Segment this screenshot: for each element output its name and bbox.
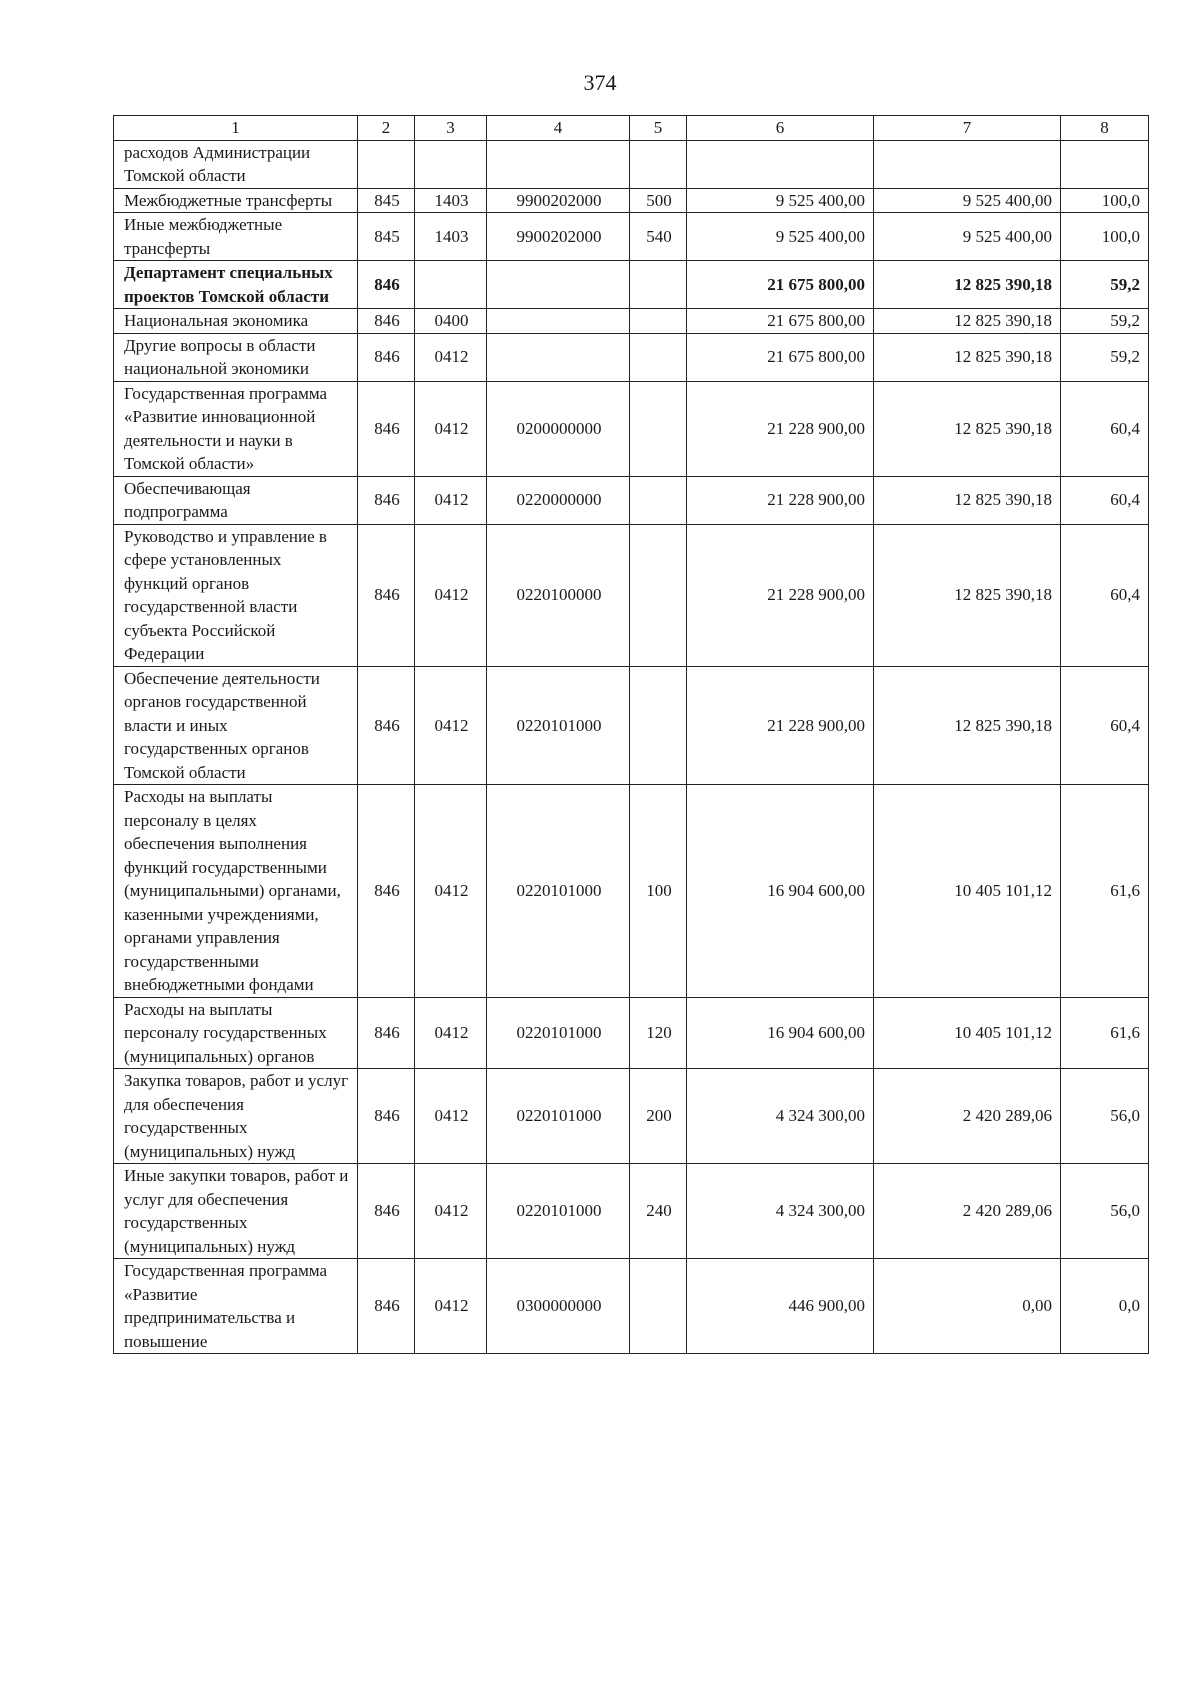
row-percent: 59,2 — [1061, 309, 1149, 334]
table-row — [114, 1069, 1149, 1164]
table-row — [114, 188, 1149, 213]
row-planned: 4 324 300,00 — [687, 1164, 874, 1259]
row-code-section: 0412 — [415, 524, 487, 666]
table-row — [114, 997, 1149, 1069]
header-cell-2: 2 — [358, 116, 415, 141]
header-cell-1: 1 — [114, 116, 358, 141]
row-percent — [1061, 140, 1149, 188]
row-name: Департамент специальных проектов Томской области — [114, 261, 358, 309]
row-code-target: 0220101000 — [487, 997, 630, 1069]
row-name: Закупка товаров, работ и услуг для обеспечения государственных (муниципальных) нужд — [114, 1069, 358, 1164]
row-name: Расходы на выплаты персоналу государственных (муниципальных) органов — [114, 997, 358, 1069]
row-code-expense-type — [630, 381, 687, 476]
row-code-section: 0412 — [415, 666, 487, 785]
row-executed: 2 420 289,06 — [874, 1069, 1061, 1164]
table-row — [114, 1259, 1149, 1354]
row-code-ministry: 845 — [358, 188, 415, 213]
table-row — [114, 213, 1149, 261]
row-code-section: 0412 — [415, 1164, 487, 1259]
row-code-target: 0200000000 — [487, 381, 630, 476]
row-code-section: 1403 — [415, 188, 487, 213]
row-planned: 9 525 400,00 — [687, 213, 874, 261]
row-planned: 21 228 900,00 — [687, 476, 874, 524]
row-code-expense-type — [630, 1259, 687, 1354]
header-cell-6: 6 — [687, 116, 874, 141]
row-code-section — [415, 261, 487, 309]
row-code-expense-type — [630, 666, 687, 785]
row-executed: 12 825 390,18 — [874, 476, 1061, 524]
row-executed: 10 405 101,12 — [874, 785, 1061, 998]
row-code-section: 0400 — [415, 309, 487, 334]
row-name: Межбюджетные трансферты — [114, 188, 358, 213]
row-code-target — [487, 261, 630, 309]
row-code-target: 0220101000 — [487, 1164, 630, 1259]
row-code-section: 0412 — [415, 997, 487, 1069]
row-code-target: 0220101000 — [487, 666, 630, 785]
row-code-expense-type — [630, 140, 687, 188]
header-cell-5: 5 — [630, 116, 687, 141]
row-percent: 59,2 — [1061, 261, 1149, 309]
row-planned: 16 904 600,00 — [687, 785, 874, 998]
row-executed: 12 825 390,18 — [874, 309, 1061, 334]
row-executed: 12 825 390,18 — [874, 524, 1061, 666]
row-planned: 21 228 900,00 — [687, 524, 874, 666]
row-code-expense-type: 100 — [630, 785, 687, 998]
row-code-target: 0220000000 — [487, 476, 630, 524]
row-executed: 10 405 101,12 — [874, 997, 1061, 1069]
row-code-target: 0220101000 — [487, 1069, 630, 1164]
row-name: расходов Администрации Томской области — [114, 140, 358, 188]
row-code-expense-type — [630, 309, 687, 334]
row-code-target: 9900202000 — [487, 213, 630, 261]
row-code-expense-type: 540 — [630, 213, 687, 261]
row-code-target: 0220101000 — [487, 785, 630, 998]
row-code-expense-type: 240 — [630, 1164, 687, 1259]
row-name: Национальная экономика — [114, 309, 358, 334]
row-code-ministry: 846 — [358, 309, 415, 334]
row-code-section: 1403 — [415, 213, 487, 261]
row-code-ministry: 846 — [358, 1259, 415, 1354]
row-planned: 446 900,00 — [687, 1259, 874, 1354]
row-code-target — [487, 333, 630, 381]
table-row — [114, 381, 1149, 476]
row-name: Государственная программа «Развитие инновационной деятельности и науки в Томской области» — [114, 381, 358, 476]
header-row — [114, 116, 1149, 141]
row-planned: 21 228 900,00 — [687, 381, 874, 476]
row-planned: 9 525 400,00 — [687, 188, 874, 213]
table-row — [114, 666, 1149, 785]
row-code-expense-type — [630, 524, 687, 666]
row-code-section: 0412 — [415, 476, 487, 524]
header-cell-7: 7 — [874, 116, 1061, 141]
header-cell-8: 8 — [1061, 116, 1149, 141]
row-percent: 59,2 — [1061, 333, 1149, 381]
row-percent: 56,0 — [1061, 1069, 1149, 1164]
row-percent: 100,0 — [1061, 188, 1149, 213]
row-percent: 60,4 — [1061, 666, 1149, 785]
table-row — [114, 524, 1149, 666]
row-name: Обеспечение деятельности органов государственной власти и иных государственных органов Томской области — [114, 666, 358, 785]
row-executed: 12 825 390,18 — [874, 666, 1061, 785]
row-code-target — [487, 309, 630, 334]
row-executed: 0,00 — [874, 1259, 1061, 1354]
row-code-target: 9900202000 — [487, 188, 630, 213]
row-code-ministry: 846 — [358, 1164, 415, 1259]
row-planned: 21 675 800,00 — [687, 309, 874, 334]
row-percent: 61,6 — [1061, 785, 1149, 998]
row-planned: 4 324 300,00 — [687, 1069, 874, 1164]
row-code-ministry: 846 — [358, 333, 415, 381]
table-row — [114, 140, 1149, 188]
row-code-target: 0300000000 — [487, 1259, 630, 1354]
row-code-ministry — [358, 140, 415, 188]
row-code-ministry: 846 — [358, 666, 415, 785]
row-percent: 61,6 — [1061, 997, 1149, 1069]
table-row — [114, 785, 1149, 998]
row-code-section: 0412 — [415, 333, 487, 381]
row-code-ministry: 846 — [358, 476, 415, 524]
row-name: Обеспечивающая подпрограмма — [114, 476, 358, 524]
row-code-ministry: 846 — [358, 785, 415, 998]
row-executed: 2 420 289,06 — [874, 1164, 1061, 1259]
row-planned: 21 675 800,00 — [687, 333, 874, 381]
table-row — [114, 333, 1149, 381]
row-code-section: 0412 — [415, 1069, 487, 1164]
row-code-ministry: 846 — [358, 997, 415, 1069]
table-row — [114, 309, 1149, 334]
row-code-section: 0412 — [415, 785, 487, 998]
table-row — [114, 261, 1149, 309]
row-code-section — [415, 140, 487, 188]
budget-table — [113, 115, 1149, 1354]
row-code-expense-type: 200 — [630, 1069, 687, 1164]
row-percent: 60,4 — [1061, 381, 1149, 476]
header-cell-3: 3 — [415, 116, 487, 141]
row-planned: 21 675 800,00 — [687, 261, 874, 309]
row-code-expense-type — [630, 333, 687, 381]
row-name: Другие вопросы в области национальной экономики — [114, 333, 358, 381]
row-percent: 60,4 — [1061, 476, 1149, 524]
row-planned: 16 904 600,00 — [687, 997, 874, 1069]
row-planned — [687, 140, 874, 188]
row-name: Расходы на выплаты персоналу в целях обеспечения выполнения функций государственными (муниципальными) органами, казенными учреждениями, органами управления государственными внебюджетными фондами — [114, 785, 358, 998]
row-name: Руководство и управление в сфере установленных функций органов государственной власти субъекта Российской Федерации — [114, 524, 358, 666]
row-code-ministry: 845 — [358, 213, 415, 261]
table-body — [114, 140, 1149, 1354]
table-row — [114, 476, 1149, 524]
row-percent: 100,0 — [1061, 213, 1149, 261]
row-name: Иные межбюджетные трансферты — [114, 213, 358, 261]
row-executed: 9 525 400,00 — [874, 188, 1061, 213]
row-executed: 12 825 390,18 — [874, 381, 1061, 476]
row-name: Государственная программа «Развитие предпринимательства и повышение — [114, 1259, 358, 1354]
row-code-expense-type — [630, 261, 687, 309]
row-code-ministry: 846 — [358, 524, 415, 666]
row-code-target — [487, 140, 630, 188]
row-percent: 60,4 — [1061, 524, 1149, 666]
row-executed: 9 525 400,00 — [874, 213, 1061, 261]
row-code-expense-type: 500 — [630, 188, 687, 213]
row-percent: 0,0 — [1061, 1259, 1149, 1354]
row-code-ministry: 846 — [358, 261, 415, 309]
row-code-expense-type: 120 — [630, 997, 687, 1069]
row-executed: 12 825 390,18 — [874, 261, 1061, 309]
row-code-ministry: 846 — [358, 1069, 415, 1164]
page-number: 374 — [583, 70, 617, 95]
row-planned: 21 228 900,00 — [687, 666, 874, 785]
table-row — [114, 1164, 1149, 1259]
row-code-ministry: 846 — [358, 381, 415, 476]
row-executed — [874, 140, 1061, 188]
row-code-expense-type — [630, 476, 687, 524]
row-name: Иные закупки товаров, работ и услуг для обеспечения государственных (муниципальных) нужд — [114, 1164, 358, 1259]
row-code-target: 0220100000 — [487, 524, 630, 666]
row-percent: 56,0 — [1061, 1164, 1149, 1259]
header-cell-4: 4 — [487, 116, 630, 141]
row-code-section: 0412 — [415, 1259, 487, 1354]
row-executed: 12 825 390,18 — [874, 333, 1061, 381]
row-code-section: 0412 — [415, 381, 487, 476]
